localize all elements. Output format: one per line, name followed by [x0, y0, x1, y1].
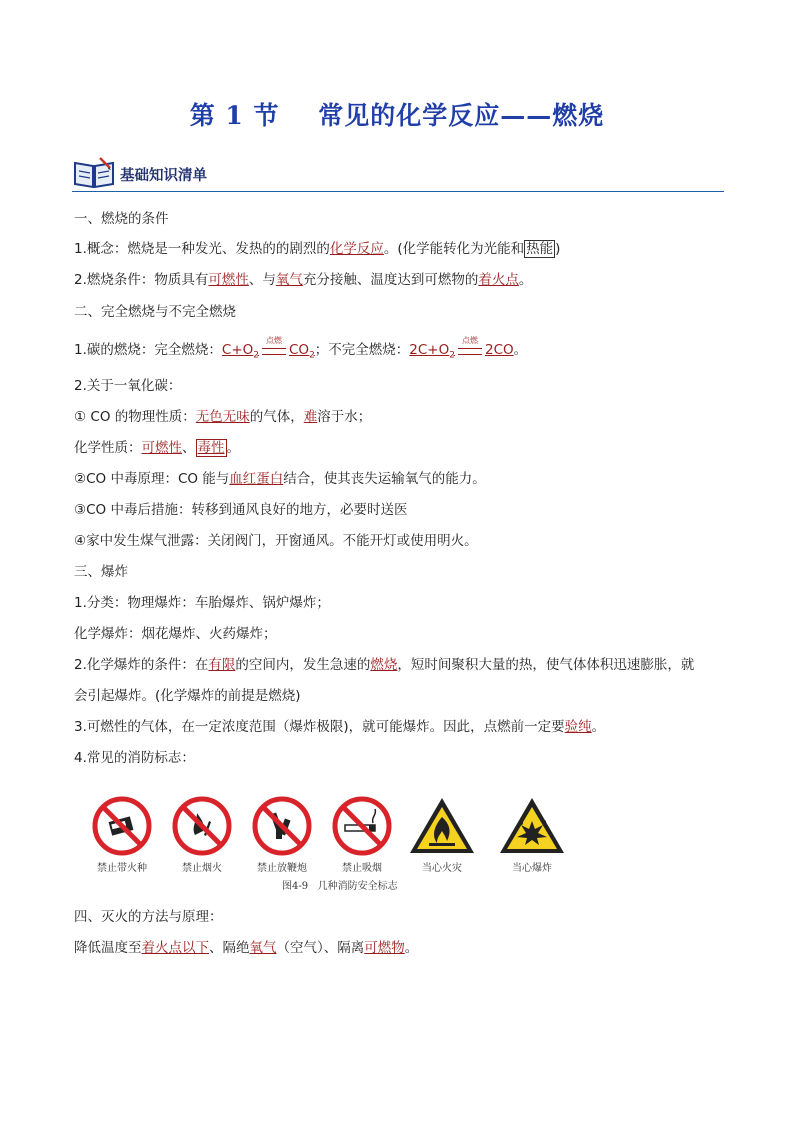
- heading-extinguishing: 四、灭火的方法与原理：: [74, 909, 223, 925]
- sign-fire-warning: [402, 795, 482, 874]
- section-divider: [72, 191, 724, 192]
- sign-no-fire-source: [82, 795, 162, 874]
- answer-toxicity: 毒性: [197, 440, 225, 456]
- heading-combustion-conditions: 一、燃烧的条件: [74, 211, 169, 227]
- carbon-combustion-line: 1.碳的燃烧：完全燃烧：$C+O_2$ 点燃 $CO_2$；不完全燃烧：$2C+O_2$ 点燃 2CO。: [74, 336, 528, 361]
- concept-line: 1.概念：燃烧是一种发光、发热的的剧烈的化学反应。(化学能转化为光能和 热能 ): [74, 241, 561, 257]
- explosion-premise-line: 会引起爆炸。(化学爆炸的前提是燃烧): [74, 688, 301, 704]
- equation-arrow: 点燃: [455, 340, 485, 360]
- sign-caption: 禁止烟火: [182, 863, 222, 874]
- sign-no-smoking: [322, 795, 402, 874]
- combustion-conditions-line: 2.燃烧条件：物质具有可燃性、与氧气充分接触、温度达到可燃物的着火点。: [74, 272, 533, 288]
- chemical-explosion-line: 化学爆炸：烟花爆炸、火药爆炸；: [74, 626, 277, 642]
- answer-hemoglobin: 血红蛋白: [229, 471, 284, 487]
- explosion-condition-line: 2.化学爆炸的条件：在有限的空间内，发生急速的燃烧，短时间聚积大量的热，使气体体积迅速膨胀，就: [74, 657, 695, 673]
- answer-heat-energy: 热能: [526, 241, 554, 257]
- heading-explosion: 三、爆炸: [74, 564, 128, 580]
- extinguishing-methods-line: 降低温度至着火点以下、隔绝氧气（空气）、隔离可燃物。: [74, 940, 419, 956]
- sign-no-fireworks: [162, 795, 242, 874]
- sign-explosion-warning: [492, 795, 572, 874]
- answer-isolate-oxygen: 氧气: [249, 940, 277, 956]
- gas-leak-line: ④家中发生煤气泄露：关闭阀门，开窗通风。不能开灯或使用明火。: [74, 533, 478, 549]
- figure-caption: 图4-9 几种消防安全标志: [282, 881, 398, 892]
- answer-combustion: 燃烧: [370, 657, 398, 673]
- answer-ignition-point: 着火点: [478, 272, 519, 288]
- no-fireworks-icon: [171, 795, 233, 857]
- purity-check-line: 3.可燃性的气体，在一定浓度范围（爆炸极限)，就可能爆炸。因此，点燃前一定要验纯。: [74, 719, 606, 735]
- equation-arrow: 点燃: [259, 340, 289, 360]
- sign-caption: 当心火灾: [422, 863, 462, 874]
- answer-flammability: 可燃性: [208, 272, 249, 288]
- answer-below-ignition-point: 着火点以下: [141, 940, 209, 956]
- no-smoking-icon: [331, 795, 393, 857]
- no-firecrackers-icon: [251, 795, 313, 857]
- co-poison-line: ②CO 中毒原理：CO 能与血红蛋白结合，使其丧失运输氧气的能力。: [74, 471, 486, 487]
- book-icon: [72, 155, 116, 189]
- answer-chemical-reaction: 化学反应: [329, 241, 384, 257]
- answer-co-flammable: 可燃性: [141, 440, 182, 456]
- sign-no-firecrackers: [242, 795, 322, 874]
- section-header: [72, 155, 724, 193]
- fire-warning-icon: [407, 795, 477, 857]
- sign-caption: 当心爆炸: [512, 863, 552, 874]
- answer-insoluble: 难: [303, 409, 318, 425]
- answer-colorless-odorless: 无色无味: [195, 409, 250, 425]
- co-chemical-line: 化学性质：可燃性、 毒性 。: [74, 440, 240, 456]
- co-physical-line: ① CO 的物理性质：无色无味的气体，难溶于水；: [74, 409, 372, 425]
- equation-incomplete-product: 2CO: [484, 342, 514, 358]
- equation-incomplete-reactants: $2C+O_2$: [409, 342, 455, 361]
- sign-caption: 禁止带火种: [97, 863, 147, 874]
- answer-purity-check: 验纯: [564, 719, 592, 735]
- co-heading: 2.关于一氧化碳：: [74, 378, 182, 394]
- physical-explosion-line: 1.分类：物理爆炸：车胎爆炸、锅炉爆炸；: [74, 595, 330, 611]
- explosion-warning-icon: [497, 795, 567, 857]
- section-label: 基础知识清单: [120, 168, 207, 184]
- equation-complete-product: $CO_2$: [289, 342, 315, 361]
- co-measures-line: ③CO 中毒后措施：转移到通风良好的地方，必要时送医: [74, 502, 408, 518]
- answer-oxygen: 氧气: [275, 272, 303, 288]
- heading-complete-incomplete: 二、完全燃烧与不完全燃烧: [74, 304, 236, 320]
- equation-complete-reactants: $C+O_2$: [221, 342, 259, 361]
- page-title: 第 1 节 常见的化学反应——燃烧: [189, 101, 605, 130]
- no-fire-source-icon: [91, 795, 153, 857]
- sign-caption: 禁止吸烟: [342, 863, 382, 874]
- answer-combustibles: 可燃物: [364, 940, 405, 956]
- fire-signs-heading: 4.常见的消防标志：: [74, 750, 195, 766]
- answer-limited: 有限: [208, 657, 236, 673]
- sign-caption: 禁止放鞭炮: [257, 863, 307, 874]
